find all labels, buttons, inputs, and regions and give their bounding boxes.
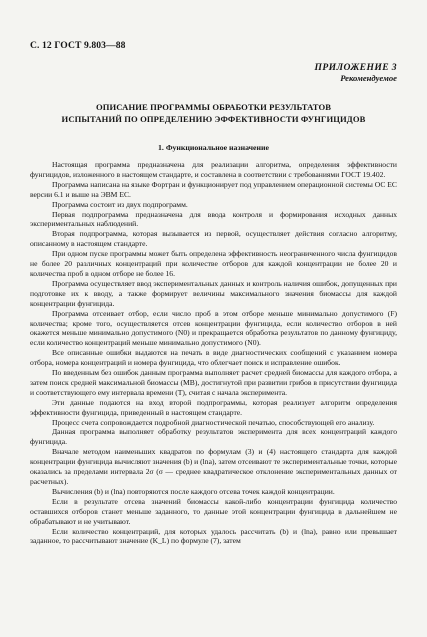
appendix-status: Рекомендуемое bbox=[340, 73, 397, 83]
paragraph: Эти данные подаются на вход второй подпрограммы, которая реализует алгоритм определения эффективности фунгицида, приведенный в настоящем стандарте. bbox=[30, 397, 397, 417]
paragraph: Программа состоит из двух подпрограмм. bbox=[52, 199, 188, 209]
paragraph: По введенным без ошибок данным программа выполняет расчет средней биомассы для каждого отбора, а затем поиск средней максимальной биомассы (МВ), достигнутой при развитии грибов в присутствии фунгицида и соответствующего ему интервала времени (T), считая с начала эксперимента. bbox=[30, 368, 397, 397]
paragraph: Программа отсеивает отбор, если число проб в этом отборе меньше минимально допустимого (F) количества; кроме того, осуществляется отсев концентрации фунгицида, если количество отборов в ней окажется меньше минимально допустимого (N0) и прекращается обработка результатов по данному фунгициду, если количество концентраций меньше минимально допустимого (N0). bbox=[30, 308, 397, 348]
paragraph: При одном пуске программы может быть определена эффективность неограниченного числа фунгицидов не более 20 различных концентраций при количестве отборов для каждой концентрации не более 20 и количества проб в одном отборе не более 16. bbox=[30, 249, 397, 278]
appendix-label: ПРИЛОЖЕНИЕ 3 bbox=[314, 62, 397, 73]
document-title bbox=[30, 102, 397, 125]
paragraph: Если количество концентраций, для которых удалось рассчитать (b) и (lna), равно или превышает заданное, то рассчитывают значение (K_L) по формуле (7), затем bbox=[30, 526, 397, 546]
title-line-2: ИСПЫТАНИЙ ПО ОПРЕДЕЛЕНИЮ ЭФФЕКТИВНОСТИ ФУНГИЦИДОВ bbox=[61, 113, 366, 124]
paragraph: Вначале методом наименьших квадратов по формулам (3) и (4) настоящего стандарта для каждой концентрации фунгицида вычисляют значения (b) и (lna), затем отсеивают те экспериментальные точки, которые оказались за пределами интервала 2σ (σ — среднее квадратическое отклонение экспериментальных данных от расчетных). bbox=[30, 447, 397, 486]
title-line-1: ОПИСАНИЕ ПРОГРАММЫ ОБРАБОТКИ РЕЗУЛЬТАТОВ bbox=[95, 102, 332, 112]
paragraph: Программа осуществляет ввод экспериментальных данных и контроль наличия ошибок, допущенных при подготовке их к вводу, а также формирует величины максимального значения биомассы для каждой концентрации фунгицида. bbox=[30, 278, 397, 308]
paragraph: Процесс счета сопровождается подробной диагностической печатью, способствующей его анализу. bbox=[52, 417, 375, 427]
paragraph: Программа написана на языке Фортран и функционирует под управлением операционной системы ОС ЕС версии 6.1 и выше на ЭВМ ЕС. bbox=[30, 179, 397, 199]
paragraph: Настоящая программа предназначена для реализации алгоритма, определения эффективности фунгицидов, изложенного в настоящем стандарте, и составлена в соответствии с требованиями ГОСТ 19.402. bbox=[30, 160, 397, 179]
paragraph: Все описанные ошибки выдаются на печать в виде диагностических сообщений с указанием номера отбора, номера концентраций и номера фунгицида, что облегчает поиск и исправление ошибок. bbox=[30, 348, 397, 368]
paragraph: Вычисления (b) и (lna) повторяются после каждого отсева точек каждой концентрации. bbox=[52, 486, 335, 496]
paragraph: Первая подпрограмма предназначена для ввода контроля и формирования исходных данных экспериментальных наблюдений. bbox=[30, 209, 397, 229]
paragraph: Вторая подпрограмма, которая вызывается из первой, осуществляет действия согласно алгоритму, описанному в настоящем стандарте. bbox=[30, 229, 397, 249]
body-text bbox=[30, 160, 397, 546]
paragraph: Данная программа выполняет обработку результатов эксперимента для всех концентраций каждого фунгицида. bbox=[30, 427, 397, 447]
appendix-block bbox=[315, 62, 397, 84]
page-header: С. 12 ГОСТ 9.803—88 bbox=[30, 40, 126, 51]
section-heading: 1. Функциональное назначение bbox=[158, 143, 269, 152]
paragraph: Если в результате отсева значений биомассы какой-либо концентрации фунгицида количество оставшихся отборов станет меньше заданного, то данные этой концентрации фунгицида в дальнейшем не обрабатывают и не учитывают. bbox=[30, 496, 397, 526]
